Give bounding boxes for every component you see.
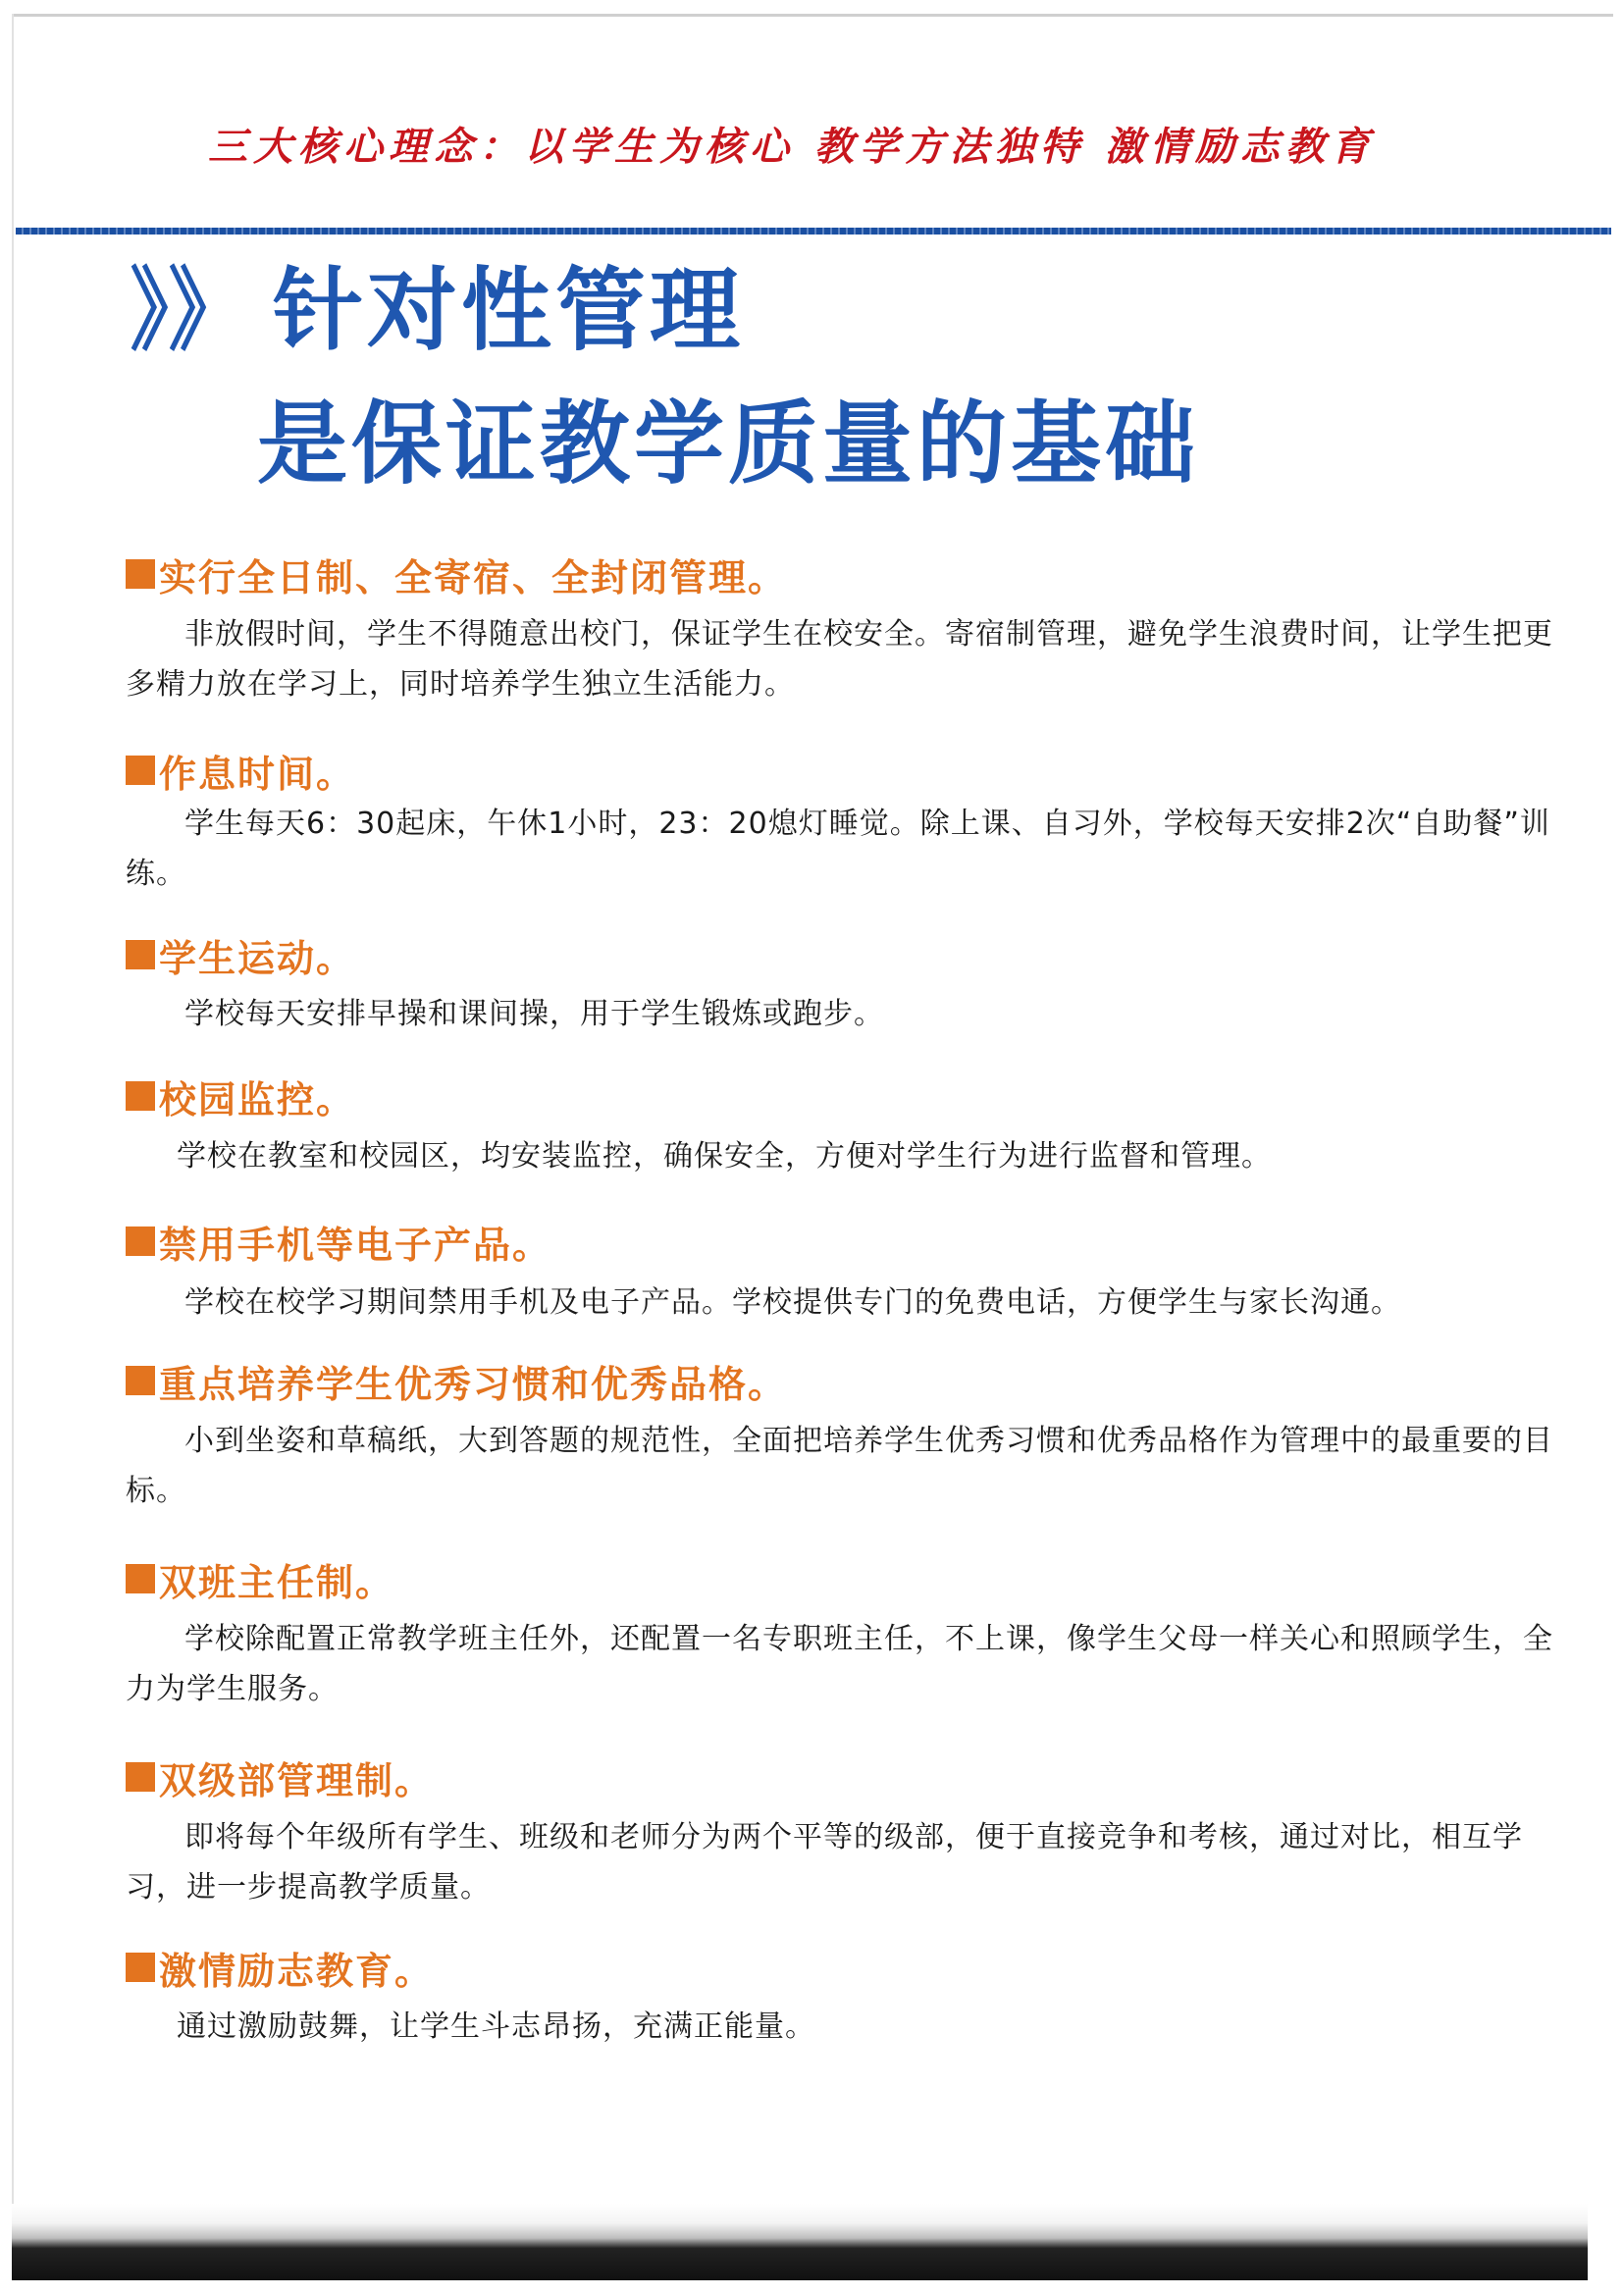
section-title: [126, 930, 355, 979]
section-title-text: 激情励志教育。: [159, 1949, 435, 1993]
section-body: 非放假时间，学生不得随意出校门，保证学生在校安全。寄宿制管理，避免学生浪费时间，让学生把更多精力放在学习上，同时培养学生独立生活能力。: [126, 617, 1553, 702]
section-title: [126, 1752, 434, 1801]
slogan: 三大核心理念：以学生为核心 教学方法独特 激情励志教育: [208, 124, 1376, 170]
scan-edge-top: [12, 14, 1613, 17]
section-title-text: 校园监控。: [159, 1077, 356, 1122]
section-title-text: 禁用手机等电子产品。: [159, 1223, 552, 1267]
double-chevron-icon: 》》: [130, 258, 245, 363]
square-bullet-icon: [126, 1081, 155, 1111]
section-title-text: 双级部管理制。: [159, 1758, 435, 1802]
square-bullet-icon: [126, 756, 155, 785]
scan-bottom-band: [12, 2204, 1588, 2280]
section-title-text: 重点培养学生优秀习惯和优秀品格。: [159, 1362, 788, 1406]
section-title-text: 学生运动。: [159, 936, 356, 980]
section-title: [126, 549, 787, 599]
heading-line-1: [120, 257, 744, 365]
square-bullet-icon: [126, 1564, 155, 1593]
section-body: 学校每天安排早操和课间操，用于学生锻炼或跑步。: [184, 997, 884, 1031]
section-body: 即将每个年级所有学生、班级和老师分为两个平等的级部，便于直接竞争和考核，通过对比，相互学习，进一步提高教学质量。: [126, 1820, 1523, 1905]
section-title-text: 作息时间。: [159, 752, 356, 796]
square-bullet-icon: [126, 1762, 155, 1792]
section-title: [126, 1943, 434, 1992]
section-title: [126, 1356, 787, 1405]
scan-edge-bottom: [0, 2282, 1623, 2296]
scan-edge-left: [12, 14, 14, 2261]
square-bullet-icon: [126, 1953, 155, 1982]
header-divider: [16, 228, 1611, 235]
square-bullet-icon: [126, 1226, 155, 1256]
section-body: 学生每天6：30起床，午休1小时，23：20熄灯睡觉。除上课、自习外，学校每天安排2次“自助餐”训练。: [126, 807, 1550, 891]
section-title: [126, 1217, 551, 1266]
square-bullet-icon: [126, 559, 155, 589]
section-title-text: 实行全日制、全寄宿、全封闭管理。: [159, 555, 788, 600]
section-title-text: 双班主任制。: [159, 1560, 395, 1604]
heading-line-2: [257, 391, 1199, 498]
section-body: 通过激励鼓舞，让学生斗志昂扬，充满正能量。: [177, 2009, 815, 2044]
section-body: 小到坐姿和草稿纸，大到答题的规范性，全面把培养学生优秀习惯和优秀品格作为管理中的最重要的目标。: [126, 1424, 1553, 1508]
square-bullet-icon: [126, 1366, 155, 1395]
heading-title-1: 针对性管理: [273, 258, 745, 363]
section-body: 学校除配置正常教学班主任外，还配置一名专职班主任，不上课，像学生父母一样关心和照顾学生，全力为学生服务。: [126, 1622, 1553, 1706]
section-title: [126, 746, 355, 795]
section-title: [126, 1071, 355, 1121]
section-body: 学校在教室和校园区，均安装监控，确保安全，方便对学生行为进行监督和管理。: [177, 1139, 1272, 1174]
square-bullet-icon: [126, 940, 155, 969]
section-title: [126, 1554, 394, 1603]
section-body: 学校在校学习期间禁用手机及电子产品。学校提供专门的免费电话，方便学生与家长沟通。: [184, 1285, 1401, 1320]
heading-title-2: 是保证教学质量的基础: [257, 391, 1200, 496]
